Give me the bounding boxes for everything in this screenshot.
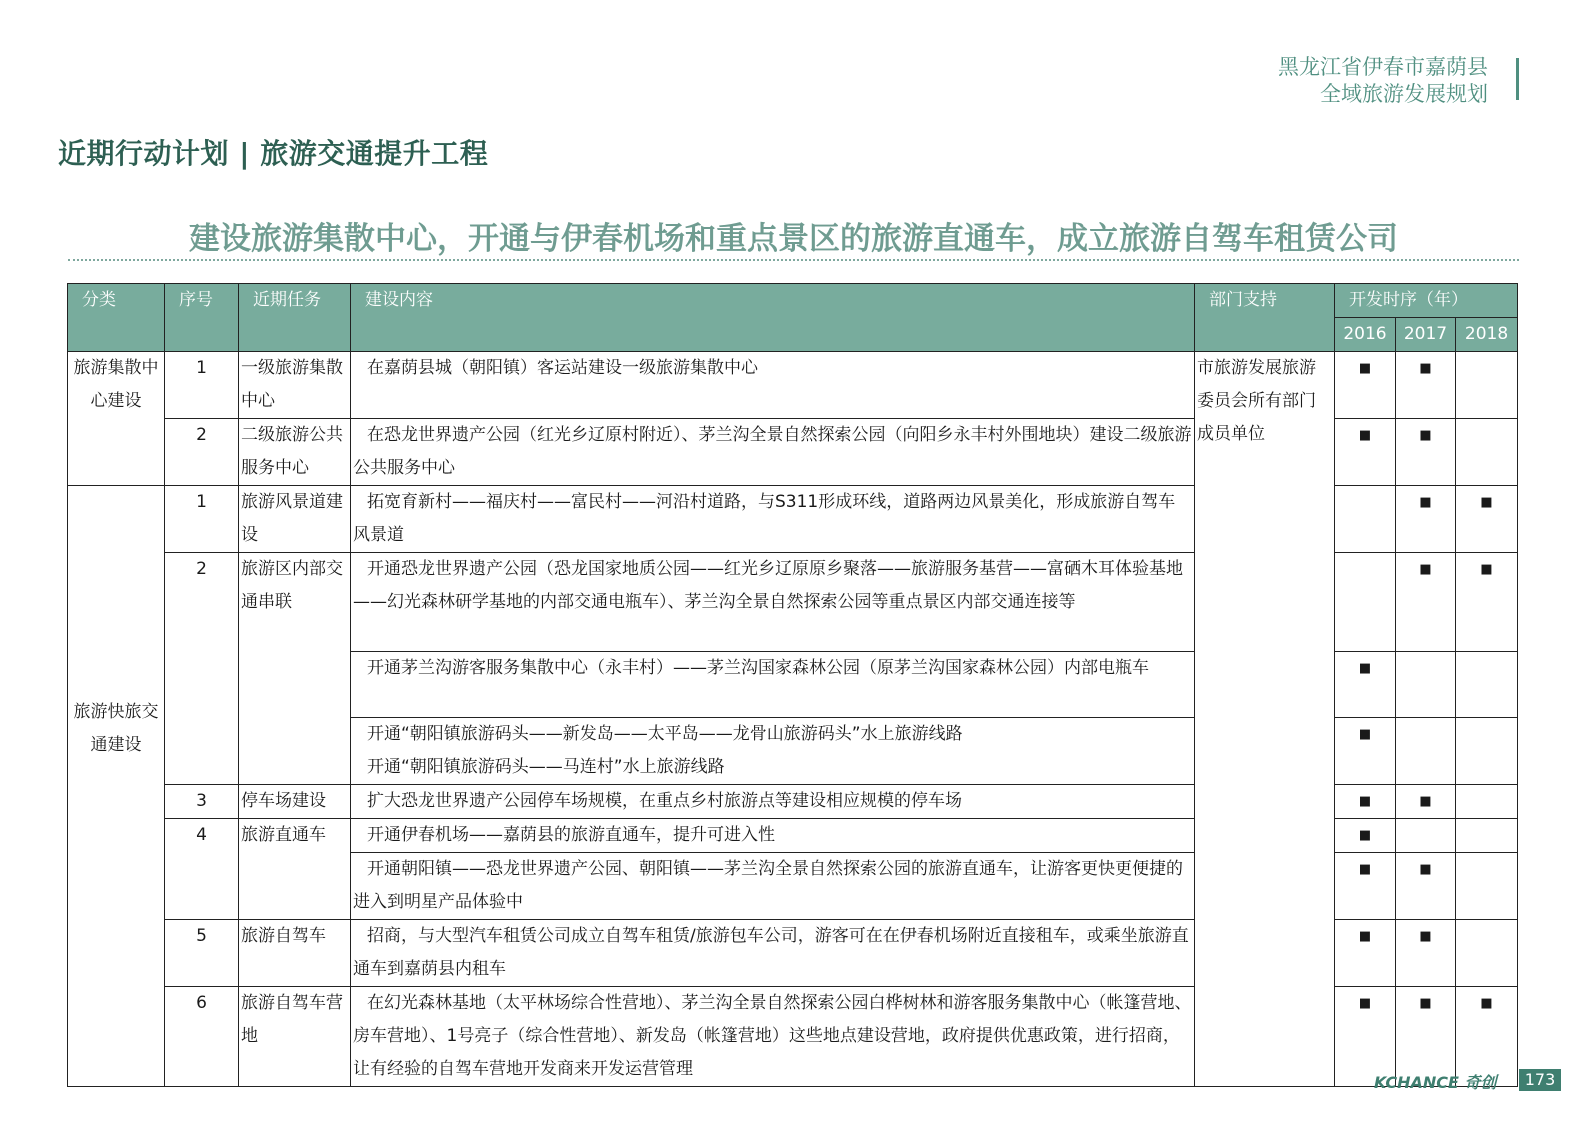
mark-2018-empty <box>1456 718 1518 785</box>
mark-2016: ■ <box>1335 987 1396 1087</box>
row-number: 2 <box>165 419 239 486</box>
task-cell: 旅游直通车 <box>239 819 351 920</box>
row-number: 4 <box>165 819 239 920</box>
content-text: 开通“朝阳镇旅游码头——新发岛——太平岛——龙骨山旅游码头”水上旅游线路 <box>367 724 963 744</box>
content-text: 开通伊春机场——嘉荫县的旅游直通车，提升可进入性 <box>367 825 775 845</box>
content-cell <box>351 987 1195 1087</box>
mark-2016: ■ <box>1335 819 1396 853</box>
dept-cell: 市旅游发展旅游委员会所有部门成员单位 <box>1195 352 1335 1087</box>
content-cell <box>351 352 1195 419</box>
content-cell <box>351 486 1195 553</box>
header-number: 序号 <box>165 284 239 352</box>
mark-2018-empty <box>1456 652 1518 718</box>
row-number: 1 <box>165 352 239 419</box>
task-cell: 一级旅游集散中心 <box>239 352 351 419</box>
row-number: 2 <box>165 553 239 785</box>
mark-2017-empty <box>1396 718 1456 785</box>
row-number: 3 <box>165 785 239 819</box>
mark-2017: ■ <box>1396 785 1456 819</box>
mark-2016: ■ <box>1335 718 1396 785</box>
header-line-1: 黑龙江省伊春市嘉荫县 <box>1278 55 1488 79</box>
content-text: 在嘉荫县城（朝阳镇）客运站建设一级旅游集散中心 <box>367 358 758 378</box>
task-cell: 旅游自驾车营地 <box>239 987 351 1087</box>
content-cell <box>351 419 1195 486</box>
content-text: 拓宽育新村——福庆村——富民村——河沿村道路，与S311形成环线，道路两边风景美化，形成旅游自驾车风景道 <box>353 492 1176 545</box>
mark-2017: ■ <box>1396 853 1456 920</box>
header-year-2017: 2017 <box>1396 318 1456 352</box>
content-text: 开通恐龙世界遗产公园（恐龙国家地质公园——红光乡辽原原乡聚落——旅游服务基营——富硒木耳体验基地——幻光森林研学基地的内部交通电瓶车）、茅兰沟全景自然探索公园等重点景区内部交通连接等 <box>353 559 1183 612</box>
mark-2017-empty <box>1396 819 1456 853</box>
mark-2017-empty <box>1396 652 1456 718</box>
mark-2018-empty <box>1456 419 1518 486</box>
brand-logo: KCHANCE 奇创 <box>1374 1073 1497 1092</box>
category-cell <box>68 486 165 1087</box>
content-text: 招商，与大型汽车租赁公司成立自驾车租赁/旅游包车公司，游客可在在伊春机场附近直接租车，或乘坐旅游直通车到嘉荫县内租车 <box>353 926 1189 979</box>
content-text: 开通茅兰沟游客服务集散中心（永丰村）——茅兰沟国家森林公园（原茅兰沟国家森林公园）内部电瓶车 <box>367 658 1149 678</box>
mark-2018-empty <box>1456 853 1518 920</box>
mark-2016: ■ <box>1335 652 1396 718</box>
content-text: 扩大恐龙世界遗产公园停车场规模，在重点乡村旅游点等建设相应规模的停车场 <box>367 791 962 811</box>
content-cell <box>351 853 1195 920</box>
header-category: 分类 <box>68 284 165 352</box>
category-text: 旅游快旅交通建设 <box>73 702 159 755</box>
task-cell: 二级旅游公共服务中心 <box>239 419 351 486</box>
header-timeline: 开发时序（年） <box>1335 284 1518 318</box>
mark-2017: ■ <box>1396 920 1456 987</box>
task-cell: 旅游风景道建设 <box>239 486 351 553</box>
row-number: 6 <box>165 987 239 1087</box>
row-number: 1 <box>165 486 239 553</box>
content-cell <box>351 652 1195 718</box>
mark-2018: ■ <box>1456 553 1518 652</box>
content-cell <box>351 920 1195 987</box>
mark-2018: ■ <box>1456 987 1518 1087</box>
mark-2018-empty <box>1456 785 1518 819</box>
header-year-2018: 2018 <box>1456 318 1518 352</box>
dotted-divider <box>68 259 1519 261</box>
content-text: 在恐龙世界遗产公园（红光乡辽原村附近）、茅兰沟全景自然探索公园（向阳乡永丰村外围地块）建设二级旅游公共服务中心 <box>353 425 1192 478</box>
mark-2018-empty <box>1456 352 1518 419</box>
content-cell <box>351 819 1195 853</box>
header-year-2016: 2016 <box>1335 318 1396 352</box>
section-title: 近期行动计划 | 旅游交通提升工程 <box>58 137 489 170</box>
header-accent-bar <box>1516 58 1519 100</box>
mark-2016: ■ <box>1335 785 1396 819</box>
task-cell: 旅游区内部交通串联 <box>239 553 351 785</box>
task-cell: 旅游自驾车 <box>239 920 351 987</box>
header-content: 建设内容 <box>351 284 1195 352</box>
task-cell: 停车场建设 <box>239 785 351 819</box>
content-cell <box>351 718 1195 785</box>
page-subtitle: 建设旅游集散中心，开通与伊春机场和重点景区的旅游直通车，成立旅游自驾车租赁公司 <box>189 221 1398 257</box>
mark-2017: ■ <box>1396 987 1456 1087</box>
mark-2018-empty <box>1456 920 1518 987</box>
mark-2017: ■ <box>1396 352 1456 419</box>
content-cell <box>351 785 1195 819</box>
document-header <box>1278 54 1488 108</box>
mark-2017: ■ <box>1396 419 1456 486</box>
content-text: 开通“朝阳镇旅游码头——马连村”水上旅游线路 <box>367 757 725 777</box>
mark-2016: ■ <box>1335 419 1396 486</box>
mark-2018: ■ <box>1456 486 1518 553</box>
action-plan-table <box>67 283 1518 1087</box>
header-dept: 部门支持 <box>1195 284 1335 352</box>
mark-2016: ■ <box>1335 920 1396 987</box>
mark-2017: ■ <box>1396 553 1456 652</box>
content-cell <box>351 553 1195 652</box>
content-text: 开通朝阳镇——恐龙世界遗产公园、朝阳镇——茅兰沟全景自然探索公园的旅游直通车，让游客更快更便捷的进入到明星产品体验中 <box>353 859 1183 912</box>
mark-2016: ■ <box>1335 853 1396 920</box>
header-line-2: 全域旅游发展规划 <box>1320 82 1488 106</box>
page-number: 173 <box>1519 1069 1561 1091</box>
content-text: 在幻光森林基地（太平林场综合性营地）、茅兰沟全景自然探索公园白桦树林和游客服务集散中心（帐篷营地、房车营地）、1号亮子（综合性营地）、新发岛（帐篷营地）这些地点建设营地，政府提供优惠政策，进行招商，让有经验的自驾车营地开发商来开发运营管理 <box>353 993 1192 1079</box>
mark-2017: ■ <box>1396 486 1456 553</box>
category-cell: 旅游集散中心建设 <box>68 352 165 486</box>
mark-2016-empty <box>1335 486 1396 553</box>
mark-2018-empty <box>1456 819 1518 853</box>
mark-2016: ■ <box>1335 352 1396 419</box>
header-task: 近期任务 <box>239 284 351 352</box>
table-row <box>68 352 1518 419</box>
mark-2016-empty <box>1335 553 1396 652</box>
row-number: 5 <box>165 920 239 987</box>
